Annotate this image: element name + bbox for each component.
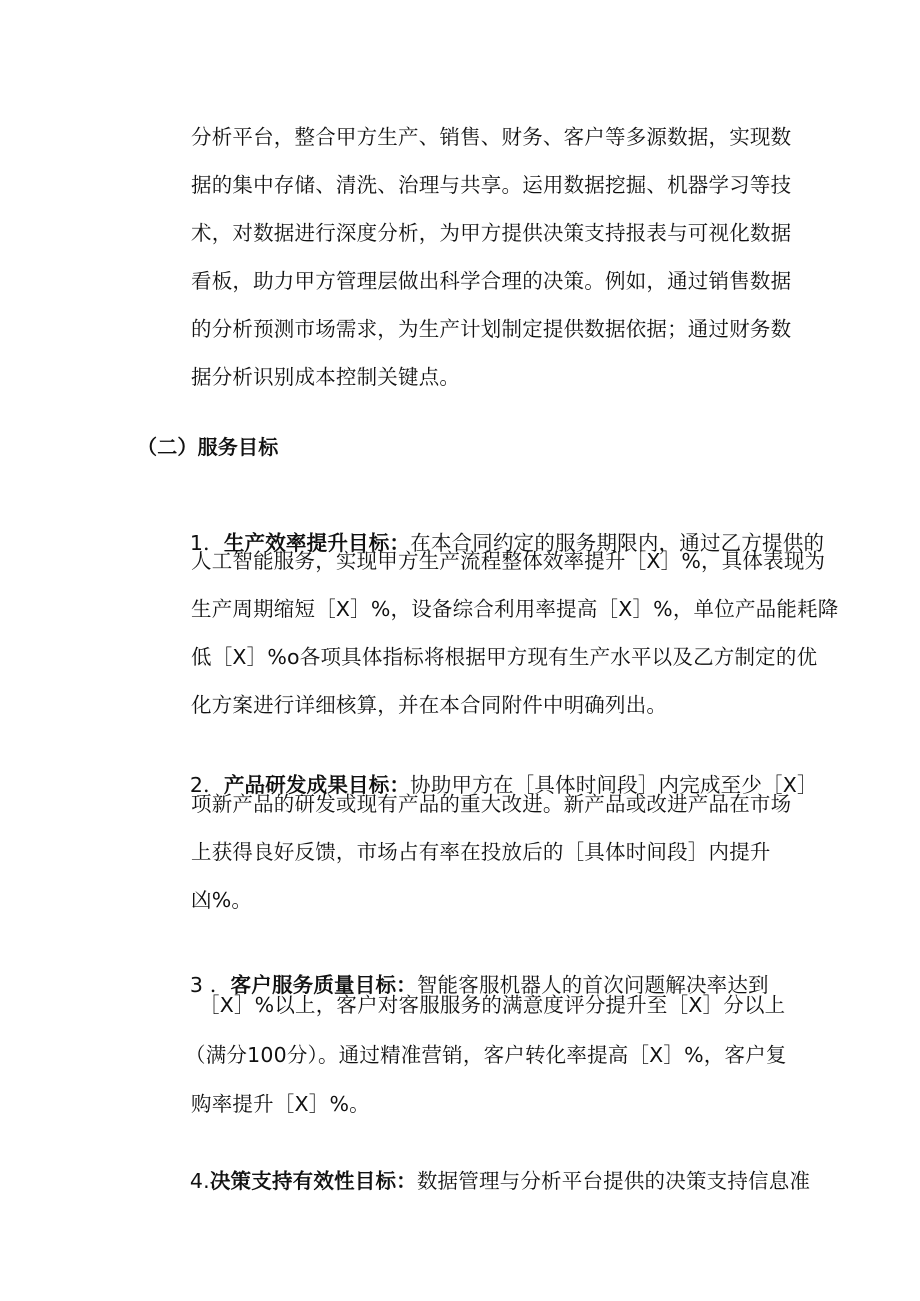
item-3-line-3: （满分100分）。通过精准营销，客户转化率提高［X］%，客户复: [185, 1043, 787, 1067]
item-4-first-line: 数据管理与分析平台提供的决策支持信息准: [416, 1169, 811, 1193]
intro-line-3: 术，对数据进行深度分析，为甲方提供决策支持报表与可视化数据: [191, 221, 792, 245]
item-1-line-5: 化方案进行详细核算，并在本合同附件中明确列出。: [191, 693, 668, 717]
item-2-first-line: 协助甲方在［具体时间段］内完成至少［X］: [410, 773, 818, 797]
item-1-line-2: 人工智能服务，实现甲方生产流程整体效率提升［X］%，具体表现为: [191, 549, 826, 573]
item-3-title: 客户服务质量目标：: [230, 973, 417, 997]
item-2-line-3: 上获得良好反馈，市场占有率在投放后的［具体时间段］内提升: [191, 840, 771, 864]
section-heading: （二）服务目标: [137, 435, 279, 459]
item-3-line-4: 购率提升［X］%。: [191, 1092, 370, 1116]
intro-line-4: 看板，助力甲方管理层做出科学合理的决策。例如，通过销售数据: [191, 269, 792, 293]
item-2-line-4: 凶%。: [191, 888, 253, 912]
intro-line-1: 分析平台，整合甲方生产、销售、财务、客户等多源数据，实现数: [191, 125, 792, 149]
item-2-title: 产品研发成果目标：: [223, 773, 411, 797]
list-item-4: [163, 1136, 810, 1226]
item-4-number: 4.: [189, 1169, 210, 1193]
item-1-first-line: 在本合同约定的服务期限内，通过乙方提供的: [410, 531, 825, 555]
intro-line-2: 据的集中存储、清洗、治理与共享。运用数据挖掘、机器学习等技: [191, 173, 792, 197]
item-1-line-3: 生产周期缩短［X］%，设备综合利用率提高［X］%，单位产品能耗降: [191, 597, 839, 621]
item-3-line-2: ［X］%以上，客户对客服服务的满意度评分提升至［X］分以上: [199, 993, 786, 1017]
item-1-number: 1．: [189, 531, 224, 555]
item-1-line-4: 低［X］%o各项具体指标将根据甲方现有生产水平以及乙方制定的优: [191, 645, 818, 669]
item-3-first-line: 智能客服机器人的首次问题解决率达到: [416, 973, 769, 997]
item-1-title: 生产效率提升目标：: [223, 531, 411, 555]
intro-line-5: 的分析预测市场需求，为生产计划制定提供数据依据；通过财务数: [191, 317, 792, 341]
item-2-line-2: 项新产品的研发或现有产品的重大改进。新产品或改进产品在市场: [191, 792, 792, 816]
intro-line-6: 据分析识别成本控制关键点。: [191, 365, 461, 389]
item-3-number: 3 ．: [189, 973, 231, 997]
item-2-number: 2．: [189, 773, 224, 797]
item-4-title: 决策支持有效性目标：: [209, 1169, 417, 1193]
